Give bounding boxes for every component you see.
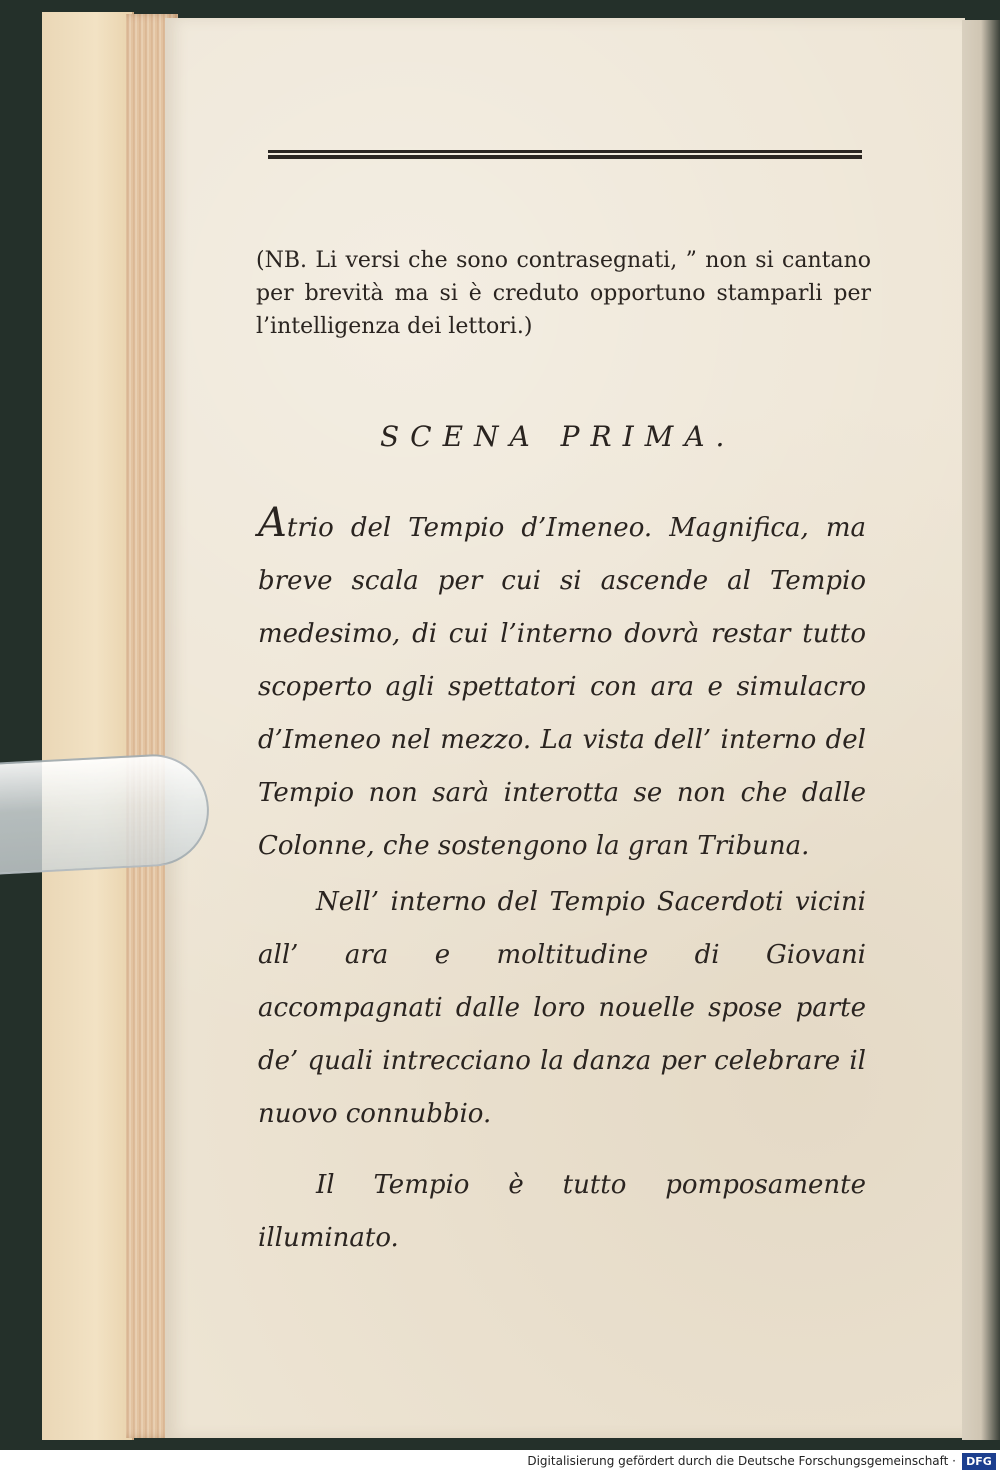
initial-letter: A	[258, 500, 287, 546]
nb-note: (NB. Li versi che sono contrasegnati, ” non si cantano per brevità ma si è creduto opportuno stamparli per l’intelligenza dei lettori.)	[256, 248, 871, 339]
page-holder-clip	[0, 752, 212, 877]
digitization-footer	[0, 1450, 1000, 1474]
funding-credit: Digitalisierung gefördert durch die Deutsche Forschungsgemeinschaft ·	[527, 1454, 956, 1468]
scene-heading: SCENA PRIMA.	[380, 420, 736, 453]
ornamental-rule	[268, 150, 862, 159]
stage-direction-1-text: trio del Tempio d’Imeneo. Magnifica, ma breve scala per cui si ascende al Tempio medesimo, di cui l’interno dovrà restar tutto scoperto agli spettatori con ara e simulacro d’Imeneo nel mezzo. La vista dell’ interno del Tempio non sarà interotta se non che dalle Colonne, che sostengono la gran Tribuna.	[258, 513, 866, 861]
stage-direction-2: Nell’ interno del Tempio Sacerdoti vicini all’ ara e moltitudine di Giovani accompagnati dalle loro nouelle spose parte de’ quali intrecciano la danza per celebrare il nuovo connubbio.	[258, 887, 866, 1129]
dfg-logo-icon: DFG	[962, 1453, 996, 1470]
book-fore-edge	[42, 12, 134, 1440]
binding-edge	[962, 20, 1000, 1440]
stage-direction-1	[258, 497, 866, 873]
stage-direction-3: Il Tempio è tutto pomposamente illuminato.	[258, 1170, 866, 1253]
